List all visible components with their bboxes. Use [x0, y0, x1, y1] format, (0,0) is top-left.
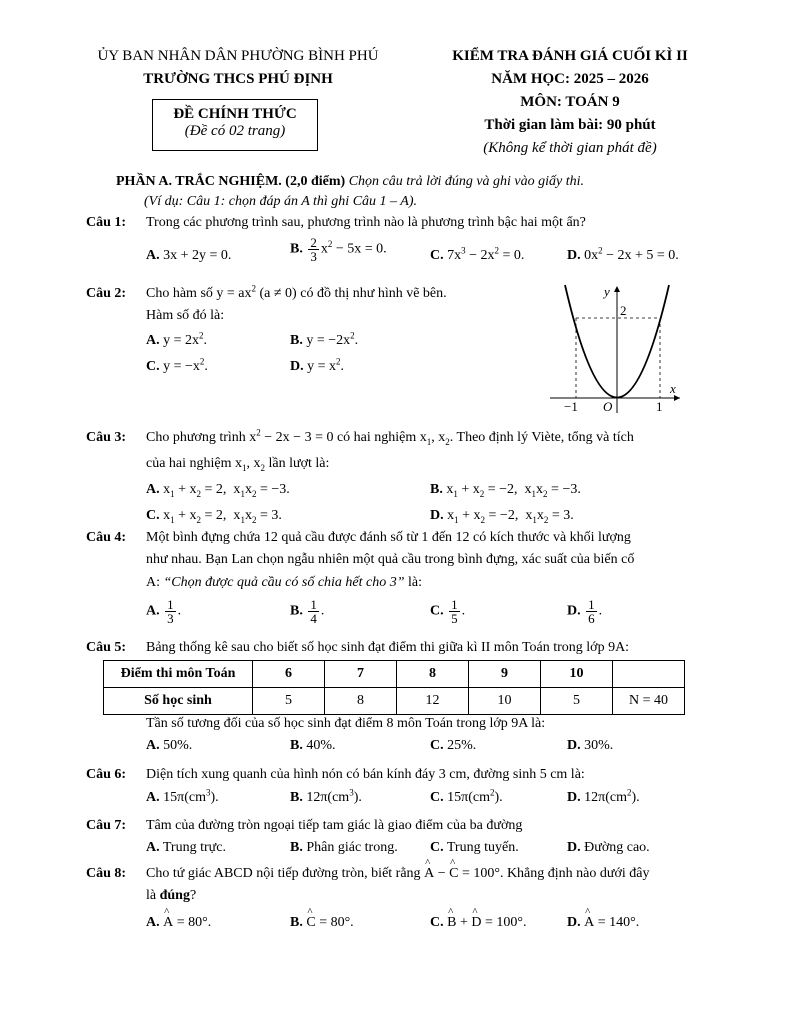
- table-cell: 5: [253, 688, 325, 715]
- q3-option-b: B. $x_1 + x_2 = -2$, $x_1x_2 = -3$.: [430, 482, 581, 499]
- q6-label: Câu 6:: [86, 767, 127, 782]
- q2-option-b: B. $y = -2x^2$.: [290, 330, 359, 348]
- q4-option-a: A. $\frac{1}{3}$ .: [146, 597, 182, 626]
- q5-option-d: D. 30%.: [567, 738, 614, 753]
- q8-label: Câu 8:: [86, 866, 127, 881]
- q5-option-c: C. 25%.: [430, 738, 477, 753]
- y-tick-2: 2: [620, 303, 627, 318]
- q8-line2: là đúng?: [146, 888, 197, 903]
- q7-text: Tâm của đường tròn ngoại tiếp tam giác là giao điểm của ba đường: [146, 818, 523, 833]
- q8-option-a: A. ^ A = 80°.: [146, 915, 211, 931]
- q1-option-b: B. $\frac{2}{3}$ $x^2 - 5x = 0$.: [290, 235, 387, 264]
- subject: MÔN: TOÁN 9: [520, 94, 620, 110]
- x-label: x: [670, 381, 676, 396]
- q4-line3: A: “Chọn được quả cầu có số chia hết cho 3” là:: [146, 575, 423, 590]
- table-cell: 10: [541, 661, 613, 688]
- x-tick-1: 1: [656, 399, 663, 414]
- q5-text: Bảng thống kê sau cho biết số học sinh đạt điểm thi giữa kì II môn Toán trong lớp 9A:: [146, 640, 630, 655]
- q3-option-c: C. $x_1 + x_2 = 2$, $x_1x_2 = 3$.: [146, 508, 282, 525]
- q3-option-a: A. $x_1 + x_2 = 2$, $x_1x_2 = -3$.: [146, 482, 290, 499]
- q3-text: Cho phương trình $x^2 - 2x - 3 = 0$ có hai nghiệm $x_1$, $x_2$. Theo định lý Viète, tổng và tích: [146, 427, 634, 447]
- table-cell: 8: [397, 661, 469, 688]
- table-cell: [613, 661, 685, 688]
- q2-text2: Hàm số đó là:: [146, 308, 225, 323]
- table-cell: Điểm thi môn Toán: [104, 661, 253, 688]
- school-year: NĂM HỌC: 2025 – 2026: [491, 71, 649, 87]
- table-row: [104, 688, 685, 715]
- table-cell: 10: [469, 688, 541, 715]
- q4-option-b: B. $\frac{1}{4}$ .: [290, 597, 325, 626]
- table-cell: N = 40: [613, 688, 685, 715]
- q4-line1: Một bình đựng chứa 12 quả cầu được đánh số từ 1 đến 12 có kích thước và khối lượng: [146, 530, 631, 545]
- q8-option-c: C. ^ B + ^ D = 100°.: [430, 915, 527, 931]
- exam-title: KIỂM TRA ĐÁNH GIÁ CUỐI KÌ II: [452, 48, 688, 64]
- q5-question: Tần số tương đối của số học sinh đạt điểm 8 môn Toán trong lớp 9A là:: [146, 716, 546, 731]
- table-cell: 5: [541, 688, 613, 715]
- origin-label: O: [603, 399, 613, 414]
- score-table: [103, 660, 685, 715]
- pages-note: (Đề có 02 trang): [184, 123, 286, 139]
- q6-option-d: D. $12\pi(cm^2)$.: [567, 787, 640, 805]
- q6-option-a: A. $15\pi(cm^3)$.: [146, 787, 219, 805]
- q5-option-a: A. 50%.: [146, 738, 193, 753]
- q8-text: Cho tứ giác ABCD nội tiếp đường tròn, biết rằng ^ A − ^ C = 100°. Khẳng định nào dưới đây: [146, 866, 649, 882]
- table-cell: 8: [325, 688, 397, 715]
- y-axis-arrow: [614, 286, 620, 292]
- q4-line2: như nhau. Bạn Lan chọn ngẫu nhiên một quả cầu trong bình đựng, xác suất của biến cố: [146, 552, 635, 567]
- q2-option-c: C. $y = -x^2$.: [146, 356, 208, 374]
- q4-label: Câu 4:: [86, 530, 127, 545]
- parabola-graph: [540, 280, 690, 420]
- q3-option-d: D. $x_1 + x_2 = -2$, $x_1x_2 = 3$.: [430, 508, 574, 525]
- duration-note: (Không kể thời gian phát đề): [483, 140, 657, 156]
- q4-option-c: C. $\frac{1}{5}$ .: [430, 597, 466, 626]
- official-box: [152, 99, 318, 151]
- table-cell: 12: [397, 688, 469, 715]
- table-cell: Số học sinh: [104, 688, 253, 715]
- official-label: ĐỀ CHÍNH THỨC: [173, 106, 297, 122]
- q2-text: Cho hàm số $y = ax^2$ (a ≠ 0) có đồ thị như hình vẽ bên.: [146, 283, 447, 301]
- part-a-example: (Ví dụ: Câu 1: chọn đáp án A thì ghi Câu 1 – A).: [144, 194, 417, 209]
- q3-text2: của hai nghiệm $x_1$, $x_2$ lần lượt là:: [146, 456, 330, 473]
- q8-option-b: B. ^ C = 80°.: [290, 915, 354, 931]
- q4-option-d: D. $\frac{1}{6}$ .: [567, 597, 603, 626]
- authority-name: ỦY BAN NHÂN DÂN PHƯỜNG BÌNH PHÚ: [97, 48, 379, 64]
- table-cell: 6: [253, 661, 325, 688]
- q1-option-c: C. $7x^3 - 2x^2 = 0$.: [430, 245, 525, 263]
- q2-option-d: D. $y = x^2$.: [290, 356, 345, 374]
- x-tick-neg1: −1: [564, 399, 578, 414]
- part-a-instruction: Chọn câu trả lời đúng và ghi vào giấy thi.: [348, 174, 585, 189]
- q1-label: Câu 1:: [86, 215, 127, 230]
- y-label: y: [604, 284, 610, 299]
- q5-option-b: B. 40%.: [290, 738, 336, 753]
- part-a-title: PHẦN A. TRẮC NGHIỆM. (2,0 điểm): [116, 174, 346, 189]
- q5-label: Câu 5:: [86, 640, 127, 655]
- q1-option-a: A. 3x + 2y = 0.: [146, 248, 232, 263]
- q7-option-c: C. Trung tuyến.: [430, 840, 519, 855]
- school-name: TRƯỜNG THCS PHÚ ĐỊNH: [143, 71, 333, 87]
- q7-label: Câu 7:: [86, 818, 127, 833]
- table-cell: 9: [469, 661, 541, 688]
- q7-option-b: B. Phân giác trong.: [290, 840, 398, 855]
- q3-label: Câu 3:: [86, 430, 127, 445]
- q8-option-d: D. ^ A = 140°.: [567, 915, 639, 931]
- q6-option-c: C. $15\pi(cm^2)$.: [430, 787, 503, 805]
- q6-option-b: B. $12\pi(cm^3)$.: [290, 787, 362, 805]
- q6-text: Diện tích xung quanh của hình nón có bán kính đáy 3 cm, đường sinh 5 cm là:: [146, 767, 585, 782]
- q7-option-d: D. Đường cao.: [567, 840, 650, 855]
- table-row: [104, 661, 685, 688]
- q7-option-a: A. Trung trực.: [146, 840, 226, 855]
- q1-text: Trong các phương trình sau, phương trình nào là phương trình bậc hai một ẩn?: [146, 215, 586, 230]
- q2-option-a: A. $y = 2x^2$.: [146, 330, 208, 348]
- part-a-heading: [116, 174, 584, 190]
- q1-option-d: D. $0x^2 - 2x + 5 = 0$.: [567, 245, 679, 263]
- table-cell: 7: [325, 661, 397, 688]
- q2-label: Câu 2:: [86, 286, 127, 301]
- duration: Thời gian làm bài: 90 phút: [484, 117, 656, 133]
